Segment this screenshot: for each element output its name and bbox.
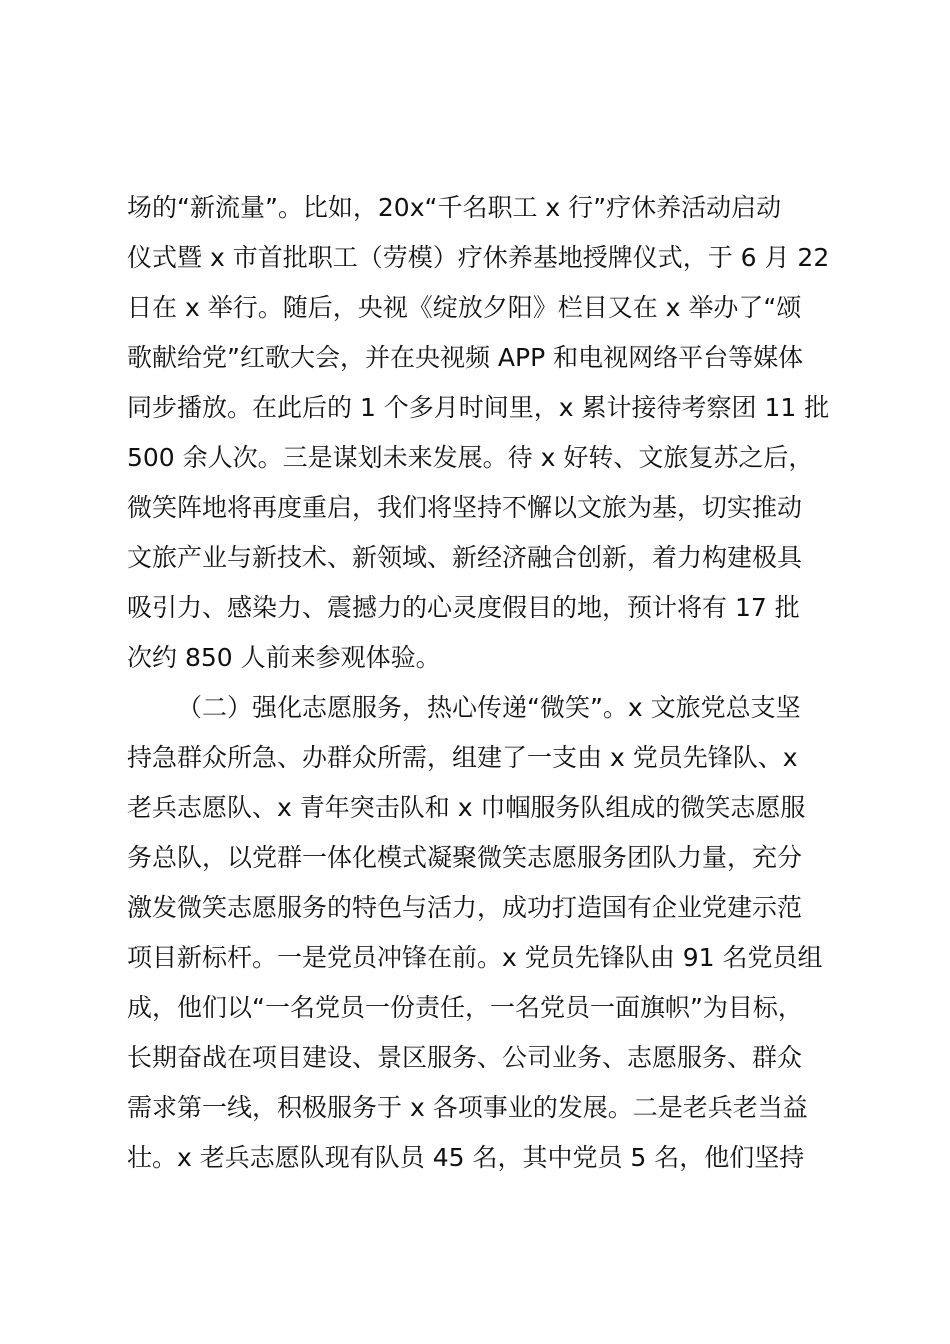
- text-line-8: 文旅产业与新技术、新领域、新经济融合创新，着力构建极具: [127, 543, 803, 572]
- text-line-19: 需求第一线，积极服务于 x 各项事业的发展。二是老兵老当益: [127, 1093, 808, 1122]
- text-line-1: 场的“新流量”。比如，20x“千名职工 x 行”疗休养活动启动: [127, 193, 782, 222]
- section-heading-line: （二）强化志愿服务，热心传递“微笑”。x 文旅党总支坚: [177, 693, 801, 722]
- text-line-16: 项目新标杆。一是党员冲锋在前。x 党员先锋队由 91 名党员组: [127, 943, 823, 972]
- text-line-14: 务总队，以党群一体化模式凝聚微笑志愿服务团队力量，充分: [127, 843, 803, 872]
- text-line-2: 仪式暨 x 市首批职工（劳模）疗休养基地授牌仪式，于 6 月 22: [127, 243, 830, 272]
- text-line-15: 激发微笑志愿服务的特色与活力，成功打造国有企业党建示范: [127, 893, 803, 922]
- text-line-18: 长期奋战在项目建设、景区服务、公司业务、志愿服务、群众: [127, 1043, 803, 1072]
- text-line-5: 同步播放。在此后的 1 个多月时间里，x 累计接待考察团 11 批: [127, 393, 830, 422]
- text-line-9: 吸引力、感染力、震撼力的心灵度假目的地，预计将有 17 批: [127, 593, 800, 622]
- body-text: [127, 183, 847, 1183]
- text-line-17: 成，他们以“一名党员一份责任，一名党员一面旗帜”为目标，: [127, 993, 803, 1022]
- text-line-4: 歌献给党”红歌大会，并在央视频 APP 和电视网络平台等媒体: [127, 343, 804, 372]
- text-line-12: 持急群众所急、办群众所需，组建了一支由 x 党员先锋队、x: [127, 743, 798, 772]
- text-line-3: 日在 x 举行。随后，央视《绽放夕阳》栏目又在 x 举办了“颂: [127, 293, 802, 322]
- text-line-13: 老兵志愿队、x 青年突击队和 x 巾帼服务队组成的微笑志愿服: [127, 793, 806, 822]
- text-line-10: 次约 850 人前来参观体验。: [127, 643, 441, 672]
- text-line-6: 500 余人次。三是谋划未来发展。待 x 好转、文旅复苏之后，: [127, 443, 814, 472]
- text-line-7: 微笑阵地将再度重启，我们将坚持不懈以文旅为基，切实推动: [127, 493, 803, 522]
- text-line-20: 壮。x 老兵志愿队现有队员 45 名，其中党员 5 名，他们坚持: [127, 1143, 805, 1172]
